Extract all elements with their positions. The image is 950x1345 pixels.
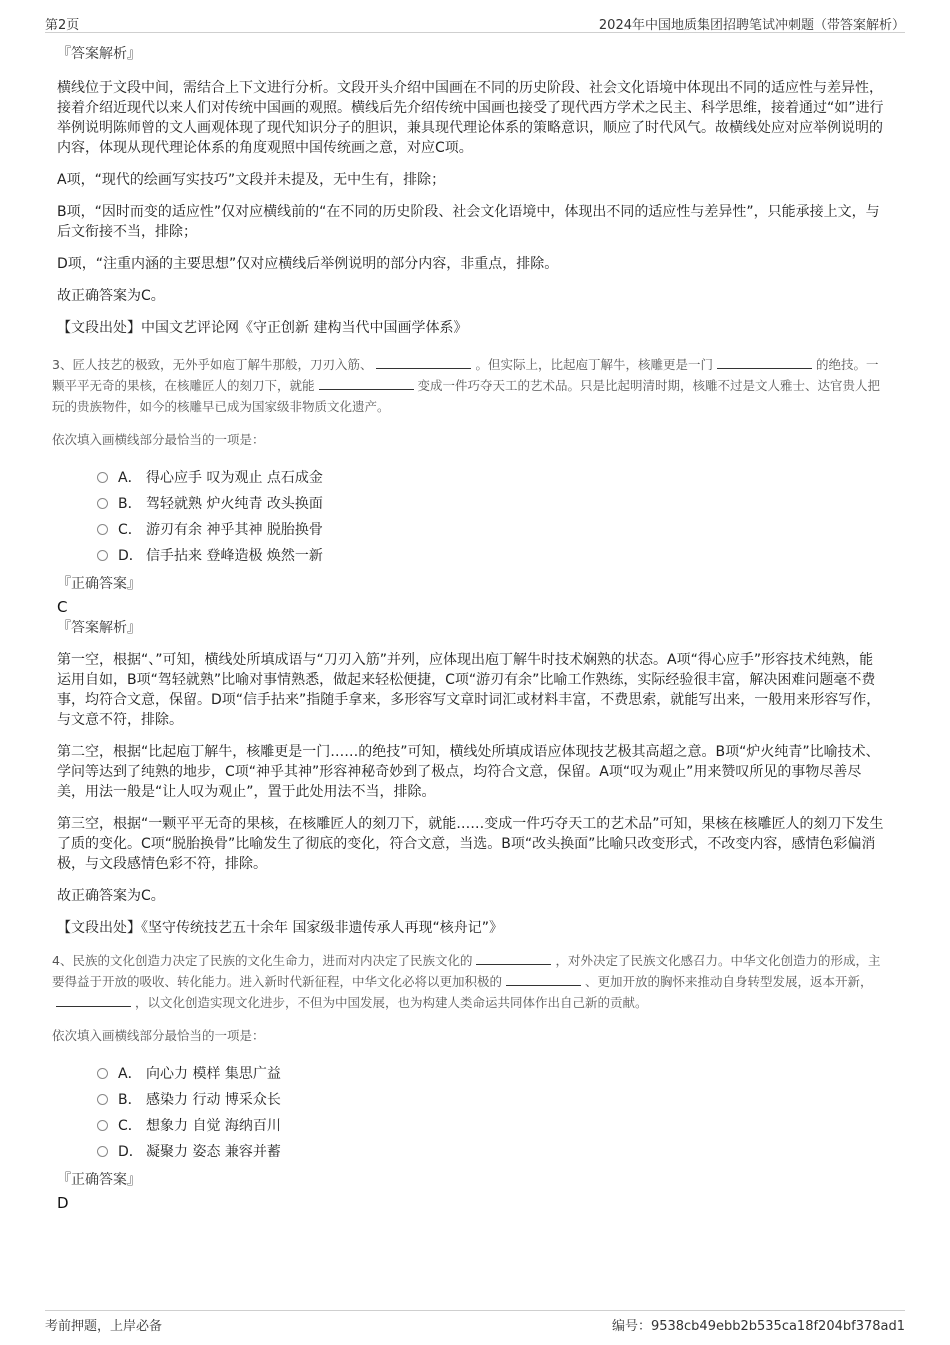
q4-options — [57, 1060, 887, 1164]
fill-blank — [717, 356, 812, 369]
radio-icon[interactable] — [97, 1068, 108, 1079]
document-body — [52, 42, 887, 1212]
q3-analysis-tag: 『答案解析』 — [57, 620, 141, 636]
q4-prompt: 依次填入画横线部分最恰当的一项是： — [52, 1028, 265, 1043]
page-number: 第2页 — [45, 18, 80, 33]
q2-option-b-analysis: B项，“因时而变的适应性”仅对应横线前的“在不同的历史阶段、社会文化语境中，体现出不同的适应性与差异性”，只能承接上文，与后文衔接不当，排除； — [57, 204, 880, 240]
radio-icon[interactable] — [97, 1120, 108, 1131]
fill-blank — [376, 356, 471, 369]
fill-blank — [476, 952, 551, 965]
q3-option-a[interactable]: A． 得心应手 叹为观止 点石成金 — [97, 464, 887, 490]
q4-answer: D — [57, 1194, 69, 1212]
document-id: 编号：9538cb49ebb2b535ca18f204bf378ad1 — [611, 1319, 905, 1334]
q2-analysis: 横线位于文段中间，需结合上下文进行分析。文段开头介绍中国画在不同的历史阶段、社会文化语境中体现出不同的适应性与差异性，接着介绍近现代以来人们对传统中国画的观照。横线后先介绍传统中国画也接受了现代西方学术之民主、科学思维，接着通过“如”进行举例说明陈师曾的文人画观体现了现代知识分子的胆识，兼具现代理论体系的策略意识，顺应了时代风气。故横线处应对应举例说明的内容，体现从现代理论体系的角度观照中国传统画之意，对应C项。 — [57, 80, 884, 156]
q3-options — [57, 464, 887, 568]
q3-option-c[interactable]: C． 游刃有余 神乎其神 脱胎换骨 — [97, 516, 887, 542]
footer-slogan: 考前押题，上岸必备 — [45, 1319, 163, 1334]
q3-option-d[interactable]: D． 信手拈来 登峰造极 焕然一新 — [97, 542, 887, 568]
q2-source: 【文段出处】中国文艺评论网《守正创新 建构当代中国画学体系》 — [57, 320, 468, 336]
q3-analysis-1: 第一空，根据“、”可知，横线处所填成语与“刀刃入筋”并列，应体现出庖丁解牛时技术娴熟的状态。A项“得心应手”形容技术纯熟，能运用自如，B项“驾轻就熟”比喻对事情熟悉，做起来轻松便捷，C项“游刃有余”比喻工作熟练，实际经验很丰富，解决困难问题毫不费事，均符合文意，保留。D项“信手拈来”指随手拿来，多形容写文章时词汇或材料丰富，不费思索，就能写出来，一般用来形容写作，与文意不符，排除。 — [57, 652, 881, 728]
q4-option-d[interactable]: D． 凝聚力 姿态 兼容并蓄 — [97, 1138, 887, 1164]
page-header — [45, 12, 905, 33]
q3-option-b[interactable]: B． 驾轻就熟 炉火纯青 改头换面 — [97, 490, 887, 516]
page-footer — [45, 1310, 905, 1335]
radio-icon[interactable] — [97, 524, 108, 535]
q3-analysis-2: 第二空，根据“比起庖丁解牛，核雕更是一门……的绝技”可知，横线处所填成语应体现技艺极其高超之意。B项“炉火纯青”比喻技术、学问等达到了纯熟的地步，C项“神乎其神”形容神秘奇妙到了极点，均符合文意，保留。A项“叹为观止”用来赞叹所见的事物尽善尽美，用法一般是“让人叹为观止”，置于此处用法不当，排除。 — [57, 744, 880, 800]
radio-icon[interactable] — [97, 1146, 108, 1157]
fill-blank — [506, 973, 581, 986]
q2-analysis-tag: 『答案解析』 — [57, 46, 141, 62]
fill-blank — [319, 377, 414, 390]
radio-icon[interactable] — [97, 472, 108, 483]
q4-option-b[interactable]: B． 感染力 行动 博采众长 — [97, 1086, 887, 1112]
q3-source: 【文段出处】《坚守传统技艺五十余年 国家级非遗传承人再现“核舟记”》 — [57, 920, 503, 936]
radio-icon[interactable] — [97, 498, 108, 509]
document-title: 2024年中国地质集团招聘笔试冲刺题（带答案解析） — [598, 18, 905, 33]
q4-option-a[interactable]: A． 向心力 模样 集思广益 — [97, 1060, 887, 1086]
q3-prompt: 依次填入画横线部分最恰当的一项是： — [52, 432, 265, 447]
radio-icon[interactable] — [97, 550, 108, 561]
q2-option-a-analysis: A项，“现代的绘画写实技巧”文段并未提及，无中生有，排除； — [57, 172, 446, 188]
q4-stem: 4、民族的文化创造力决定了民族的文化生命力，进而对内决定了民族文化的 ，对外决定了民族文化感召力。中华文化创造力的形成，主要得益于开放的吸收、转化能力。进入新时代新征程，中华文化必将以更加积极的 、更加开放的胸怀来推动自身转型发展，返本开新，，以文化创造实现文化进步，不但为中国发展，也为构建人类命运共同体作出自己新的贡献。 — [52, 953, 881, 1010]
fill-blank — [56, 994, 131, 1007]
q3-analysis-3: 第三空，根据“一颗平平无奇的果核，在核雕匠人的刻刀下，就能……变成一件巧夺天工的艺术品”可知，果核在核雕匠人的刻刀下发生了质的变化。C项“脱胎换骨”比喻发生了彻底的变化，符合文意，当选。B项“改头换面”比喻只改变形式，不改变内容，感情色彩偏消极，与文段感情色彩不符，排除。 — [57, 816, 884, 872]
q4-option-c[interactable]: C． 想象力 自觉 海纳百川 — [97, 1112, 887, 1138]
q3-answer: C — [57, 598, 68, 616]
q3-stem: 3、匠人技艺的极致，无外乎如庖丁解牛那般，刀刃入筋、 。但实际上，比起庖丁解牛，核雕更是一门 的绝技。一颗平平无奇的果核，在核雕匠人的刻刀下，就能 变成一件巧夺天工的艺术品。只是比起明清时期，核雕不过是文人雅士、达官贵人把玩的贵族物件，如今的核雕早已成为国家级非物质文化遗产。 — [52, 357, 881, 414]
q4-answer-tag: 『正确答案』 — [57, 1172, 141, 1188]
q3-answer-tag: 『正确答案』 — [57, 576, 141, 592]
q2-option-d-analysis: D项，“注重内涵的主要思想”仅对应横线后举例说明的部分内容，非重点，排除。 — [57, 256, 559, 272]
radio-icon[interactable] — [97, 1094, 108, 1105]
q2-conclusion: 故正确答案为C。 — [57, 288, 165, 304]
q3-conclusion: 故正确答案为C。 — [57, 888, 165, 904]
